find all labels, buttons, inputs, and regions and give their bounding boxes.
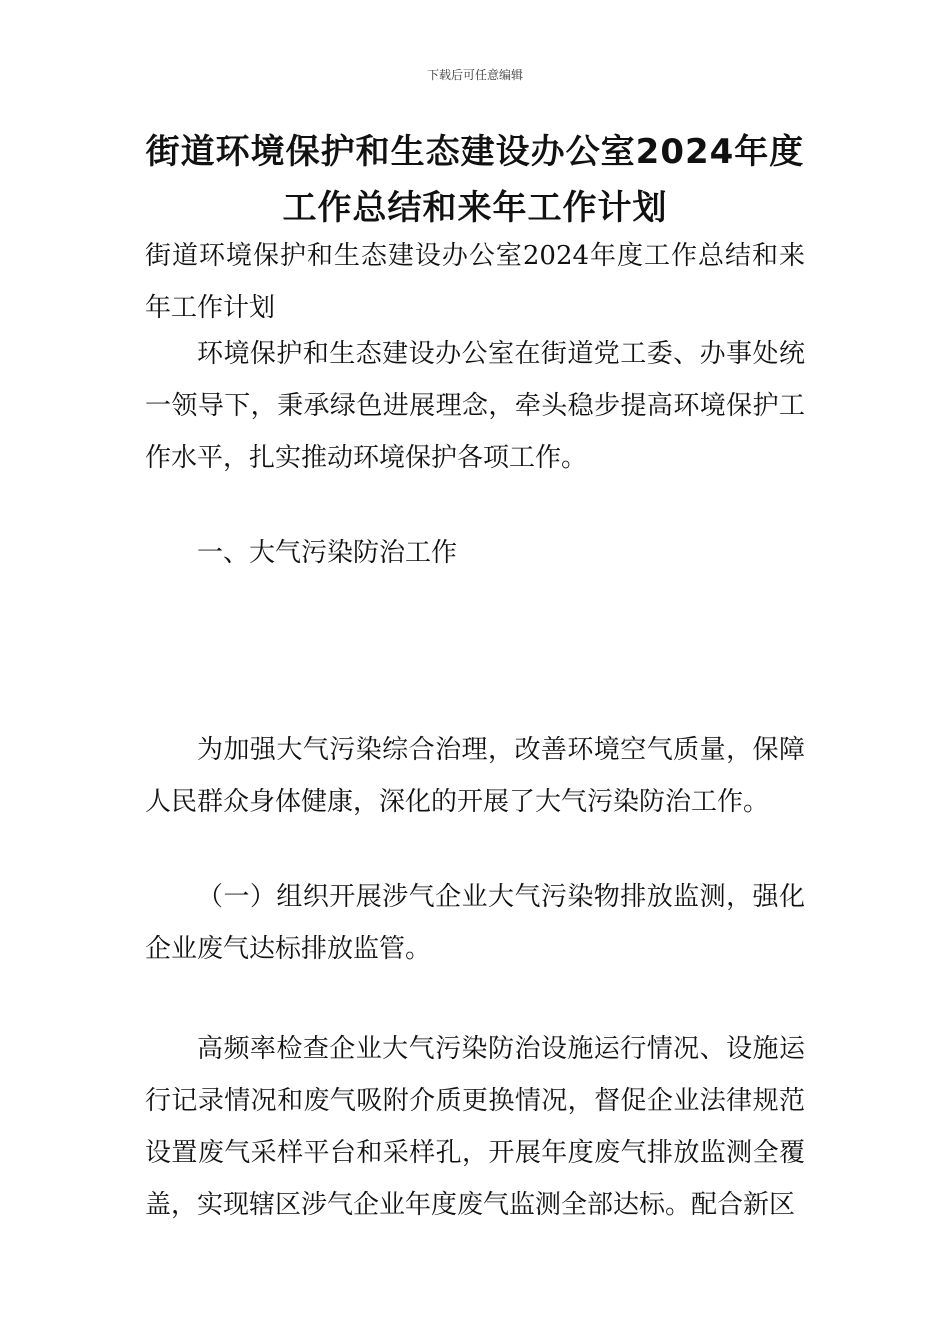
subsection-paragraph-emission-monitoring: 高频率检查企业大气污染防治设施运行情况、设施运行记录情况和废气吸附介质更换情况，督促企业法律规范设置废气采样平台和采样孔，开展年度废气排放监测全覆盖，实现辖区涉气企业年度废气监测全部达标。配合新区 [145,1034,805,1220]
header-note: 下载后可任意编辑 [426,68,523,82]
subsection-heading-emission-monitoring: （一）组织开展涉气企业大气污染物排放监测，强化企业废气达标排放监管。 [145,882,805,964]
intro-paragraph: 环境保护和生态建设办公室在街道党工委、办事处统一领导下，秉承绿色进展理念，牵头稳步提高环境保护工作水平，扎实推动环境保护各项工作。 [145,339,805,473]
section-heading-air-pollution: 一、大气污染防治工作 [197,538,458,568]
section-paragraph-air-pollution: 为加强大气污染综合治理，改善环境空气质量，保障人民群众身体健康，深化的开展了大气污染防治工作。 [145,735,805,817]
document-subtitle: 街道环境保护和生态建设办公室2024年度工作总结和来年工作计划 [145,241,805,323]
document-title: 街道环境保护和生态建设办公室2024年度工作总结和来年工作计划 [145,132,805,228]
